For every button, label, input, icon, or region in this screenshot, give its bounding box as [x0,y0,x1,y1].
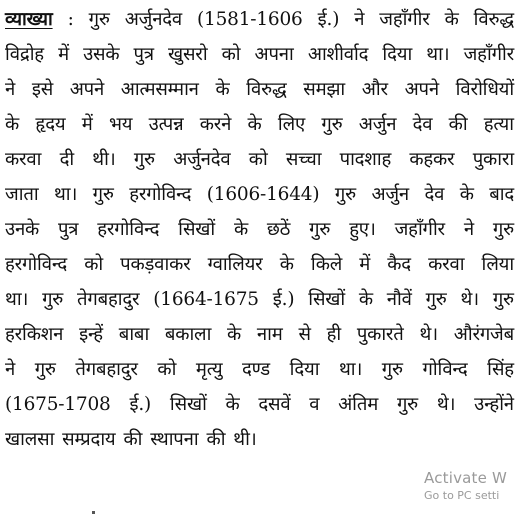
word: नौवें [386,289,412,310]
word: के [247,114,262,135]
word: के [358,289,373,310]
word: (1664-1675 [153,289,259,310]
word: देव [412,114,433,135]
word: बाद [489,184,514,205]
text-line [5,317,514,352]
word: (1581-1606 [196,9,303,30]
word: विद्रोह [5,44,44,65]
word: सम्प्रदाय [62,429,116,450]
word: लिए [277,114,306,135]
word: (1675-1708 [5,394,111,415]
word: जहाँगीर [463,44,514,65]
word: जाता [5,184,39,205]
word: गुरु [396,394,419,415]
word: अर्जुनदेव [173,149,231,170]
word: अपने [69,79,105,100]
word: ही [326,324,341,345]
word: अर्जुनदेव [124,9,182,30]
word: गुरु [34,359,56,380]
word: की [448,114,468,135]
word: पुत्र [57,219,79,240]
word: उत्पन्न [148,114,184,135]
word: और [361,79,388,100]
word: को [221,44,241,65]
word: लिया [481,254,514,275]
word: भय [108,114,133,135]
word: गुरु [92,184,114,205]
word: तेगबहादुर [77,289,140,310]
word: अपने [404,79,439,100]
windows-activation-watermark [424,468,507,504]
stray-mark [92,511,95,514]
word: था। [338,359,363,380]
text-line [5,107,514,142]
word: खुसरो [168,44,208,65]
word: गुरु [321,114,343,135]
explanation-document [5,2,514,457]
word: ने [354,9,365,30]
watermark-title: Activate W [424,469,508,487]
word: जहाँगीर [394,219,445,240]
word: को [157,359,177,380]
word: तेगबहादुर [75,359,138,380]
word: थी। [233,429,257,450]
word: से [298,324,311,345]
word: कहकर [409,149,455,170]
word: गुरु [42,289,64,310]
word: गुरु [334,184,356,205]
word: थे। [436,394,456,415]
word: को [84,254,103,275]
word: खालसा [5,429,55,450]
text-line [5,72,514,107]
word: अपना [254,44,294,65]
word: पुकारते [356,324,404,345]
word: देव [424,184,445,205]
word: करने [199,114,232,135]
word: ई.) [129,394,152,415]
word: कैद [387,254,411,275]
word: हरगोविन्द [5,254,68,275]
word: विरोधियों [455,79,514,100]
word: ने [463,219,474,240]
word: की [206,429,226,450]
text-line [5,177,514,212]
word: हत्या [483,114,514,135]
word: अंतिम [338,394,379,415]
word: नाम [256,324,283,345]
text-line [5,212,514,247]
word: था। [426,44,450,65]
word: के [5,114,20,135]
watermark-subtitle: Go to PC setti [424,489,500,502]
word: व [309,394,320,415]
word: था। [53,184,78,205]
word: इसे [31,79,54,100]
word: की [123,429,143,450]
word: ने [5,79,16,100]
text-line [5,387,514,422]
text-line [5,282,514,317]
word: थी। [92,149,116,170]
word: पादशाह [339,149,392,170]
word: दसवें [258,394,291,415]
word: स्थापना [150,429,199,450]
word: के [225,394,240,415]
word: सिखों [169,394,207,415]
word: दिया [289,359,320,380]
word: जहाँगीर [379,9,430,30]
word: सच्चा [285,149,322,170]
word: इन्हें [79,324,103,345]
word: में [58,44,69,65]
word: विरुद्ध [473,9,514,30]
word: ई.) [272,289,295,310]
word: थे। [460,289,479,310]
word: दी [59,149,74,170]
word: के [233,219,248,240]
word: गुरु [88,9,110,30]
text-line [5,2,514,37]
word: हरगोविन्द [97,219,160,240]
word: अर्जुन [371,184,409,205]
word: उनके [5,219,40,240]
word: के [279,254,294,275]
word: दण्ड [242,359,270,380]
word: के [227,324,242,345]
text-line [5,422,514,457]
word: मृत्यु [195,359,223,380]
word: गुरु [381,359,403,380]
word: औरंगजेब [453,324,514,345]
word: गुरु [309,219,331,240]
word: में [359,254,371,275]
word: समझा [303,79,346,100]
word: सिखों [178,219,215,240]
word: पकड़वाकर [120,254,191,275]
word: गुरु [133,149,155,170]
word: था। [5,289,29,310]
word: ग्वालियर [207,254,263,275]
text-line [5,352,514,387]
word: पुत्र [133,44,154,65]
section-label: व्याख्या [5,9,53,30]
text-line [5,142,514,177]
word: करवा [428,254,465,275]
word: गुरु [425,289,447,310]
word: आशीर्वाद [307,44,369,65]
word: गुरु [492,219,514,240]
word: छठें [266,219,291,240]
word: के [444,9,459,30]
word: के [215,79,230,100]
word: किले [310,254,343,275]
word: हृदय [35,114,66,135]
word: के [459,184,474,205]
word: बकाला [164,324,212,345]
word: बाबा [118,324,150,345]
word: उन्होंने [474,394,514,415]
word: ई.) [317,9,340,30]
word: सिखों [308,289,346,310]
word: हरगोविन्द [129,184,192,205]
word: दिया [382,44,413,65]
word: उसके [83,44,120,65]
word: आत्मसम्मान [120,79,199,100]
word: पुकारा [472,149,514,170]
word: अर्जुन [358,114,397,135]
word: सिंह [487,359,514,380]
word: (1606-1644) [206,184,320,205]
word: गोविन्द [422,359,468,380]
word: हुए। [349,219,376,240]
word: : [67,9,74,30]
word: हरकिशन [5,324,64,345]
word: गुरु [492,289,514,310]
word: विरुद्ध [246,79,287,100]
word: में [81,114,93,135]
word: को [248,149,268,170]
word: ने [5,359,16,380]
text-line [5,37,514,72]
text-line [5,247,514,282]
word: करवा [5,149,42,170]
word: थे। [419,324,438,345]
